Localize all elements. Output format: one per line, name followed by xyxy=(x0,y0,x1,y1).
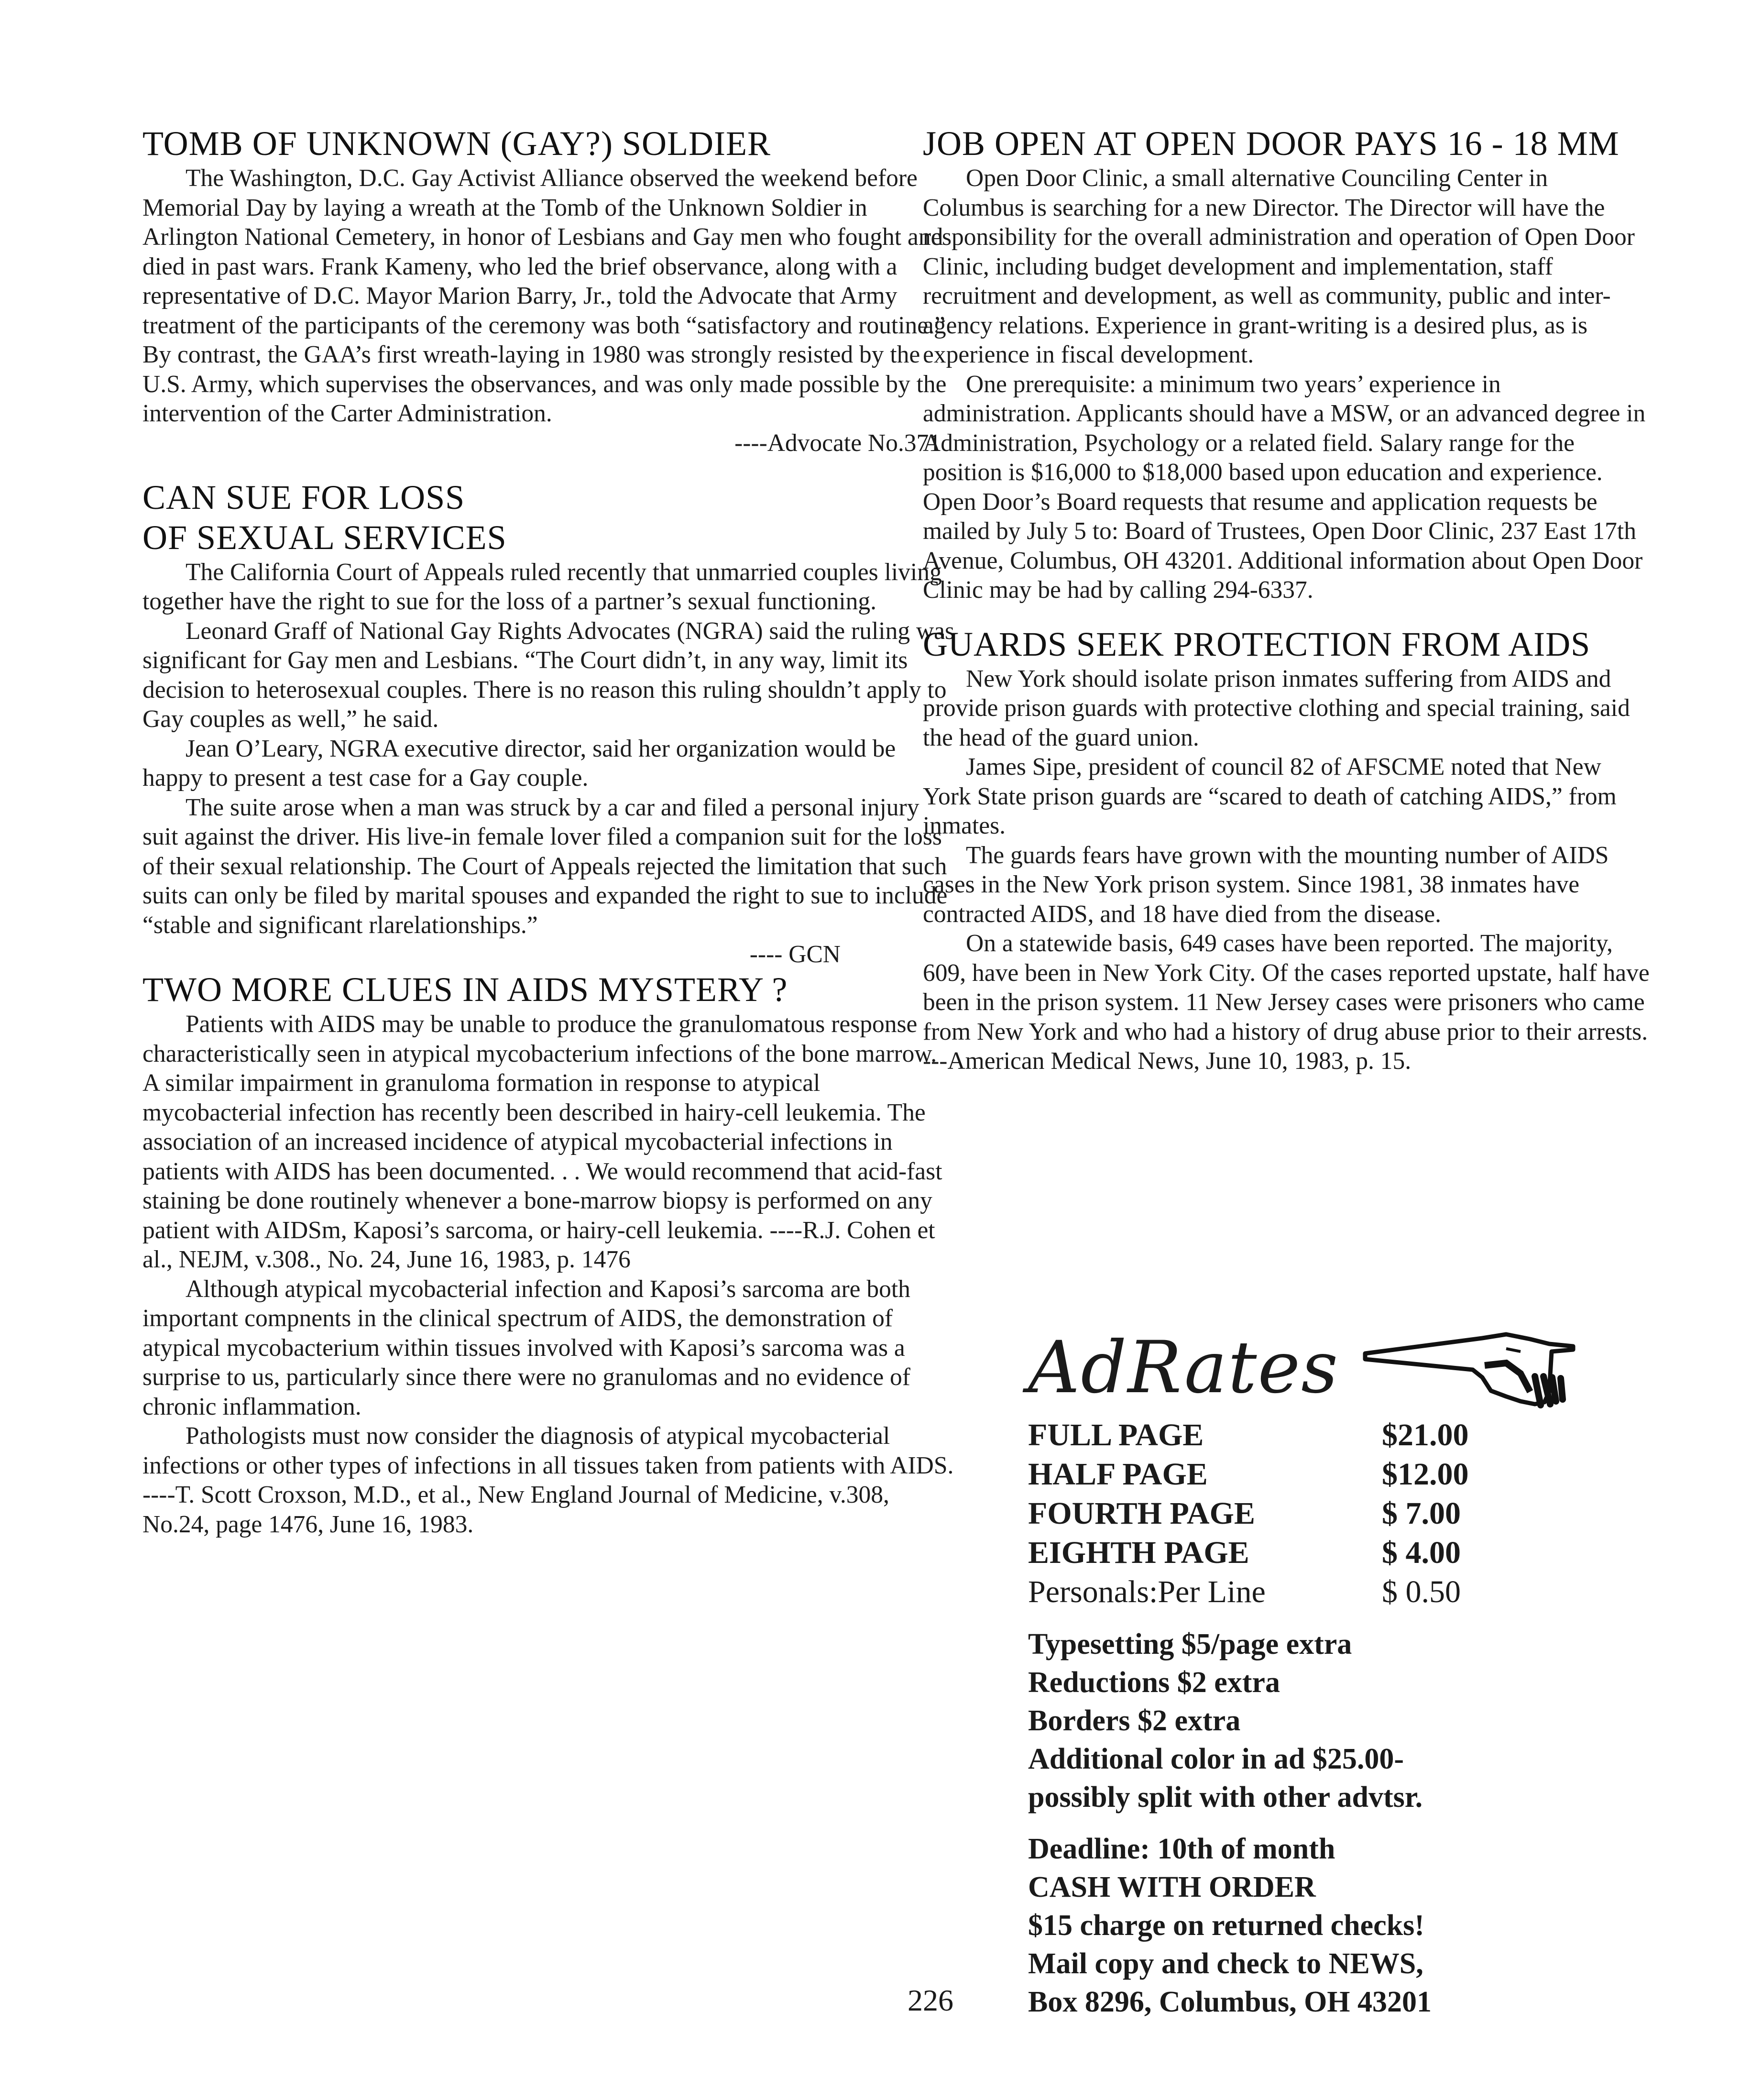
article-source: ---- GCN xyxy=(749,941,841,968)
article-paragraph: Although atypical mycobacterial infection and Kaposi’s sarcoma are both important compnents in the clinical spectrum of AIDS, the demonstration of atypical mycobacterium within tissues involved with Kaposi’s sarcoma was a surprise to us, particularly since there were no granulomas and no evidence of chronic inflammation. xyxy=(142,1275,910,1420)
rate-label: Personals:Per Line xyxy=(1028,1574,1266,1609)
rate-price: $ 0.50 xyxy=(1382,1574,1461,1609)
article-paragraph: Pathologists must now consider the diagnosis of atypical mycobacterial infections or other types of infections in all tissues taken from patients with AIDS. ----T. Scott Croxson, M.D., et al., New England Journal of Medicine, v.308, No.24, page 1476, June 16, 1983. xyxy=(142,1422,954,1538)
rate-row-eighth-page xyxy=(1028,1533,1650,1572)
rate-label: FOURTH PAGE xyxy=(1028,1496,1255,1531)
rate-price: $21.00 xyxy=(1382,1418,1469,1452)
article-job-open-door xyxy=(923,123,1650,605)
rate-row-personals xyxy=(1028,1572,1650,1612)
ad-deadline-line: $15 charge on returned checks! xyxy=(1028,1909,1424,1942)
article-source: ----Advocate No.371 xyxy=(734,429,941,457)
ad-deadline-line: CASH WITH ORDER xyxy=(1028,1871,1316,1903)
ad-deadline-info xyxy=(1028,1830,1650,2021)
rates-table xyxy=(1028,1416,1650,1612)
article-paragraph: The suite arose when a man was struck by a car and filed a personal injury suit against the driver. His live-in female lover filed a companion suit for the loss of their sexual relationship. The Court of Appeals rejected the limitation that such suits can only be filed by marital spouses and expanded the right to sue to include “stable and significant rlarelationships.” xyxy=(142,793,948,939)
article-tomb-unknown-soldier xyxy=(142,123,955,458)
ad-rates-box xyxy=(1028,1320,1650,2021)
rate-label: FULL PAGE xyxy=(1028,1418,1204,1452)
ad-deadline-line: Mail copy and check to NEWS, xyxy=(1028,1947,1423,1980)
pointing-hand-icon xyxy=(1363,1320,1583,1416)
ad-extra-line: Borders $2 extra xyxy=(1028,1704,1241,1737)
article-paragraph: The Washington, D.C. Gay Activist Alliance observed the weekend before Memorial Day by laying a wreath at the Tomb of the Unknown Soldier in Arlington National Cemetery, in honor of Lesbians and Gay men who fought and died in past wars. Frank Kameny, who led the brief observance, along with a representative of D.C. Mayor Marion Barry, Jr., told the Advocate that Army treatment of the participants of the ceremony was both “satisfactory and routine.” By contrast, the GAA’s first wreath-laying in 1980 was strongly resisted by the U.S. Army, which supervises the observances, and was only made possible by the intervention of the Carter Administration. xyxy=(142,165,947,427)
article-source: ---American Medical News, June 10, 1983, p. 15. xyxy=(923,1047,1412,1075)
right-column xyxy=(923,123,1650,1076)
rate-price: $ 7.00 xyxy=(1382,1496,1461,1531)
article-two-more-clues-aids xyxy=(142,969,955,1539)
headline-job-open-door: JOB OPEN AT OPEN DOOR PAYS 16 - 18 MM xyxy=(923,124,1620,163)
rate-row-fourth-page xyxy=(1028,1494,1650,1533)
article-can-sue-for-loss xyxy=(142,477,955,970)
article-paragraph: The guards fears have grown with the mounting number of AIDS cases in the New York prison system. Since 1981, 38 inmates have contracted AIDS, and 18 have died from the disease. xyxy=(923,841,1609,928)
article-paragraph: James Sipe, president of council 82 of AFSCME noted that New York State prison guards are “scared to death of catching AIDS,” from inmates. xyxy=(923,753,1617,839)
article-guards-seek-protection xyxy=(923,624,1650,1077)
ad-extra-line: Additional color in ad $25.00- xyxy=(1028,1743,1404,1775)
page-number: 226 xyxy=(908,1983,953,2017)
rate-label: HALF PAGE xyxy=(1028,1457,1208,1492)
ad-extras xyxy=(1028,1625,1650,1816)
rate-price: $12.00 xyxy=(1382,1457,1469,1492)
ad-extra-line: Typesetting $5/page extra xyxy=(1028,1628,1352,1660)
headline-tomb-unknown-soldier: TOMB OF UNKNOWN (GAY?) SOLDIER xyxy=(142,124,771,163)
article-paragraph: On a statewide basis, 649 cases have been reported. The majority, 609, have been in New York City. Of the cases reported upstate, half have been in the prison system. 11 New Jersey cases were prisoners who came from New York and who had a history of drug abuse prior to their arrests. xyxy=(923,930,1650,1045)
ad-rates-heading: AdRates xyxy=(1028,1326,1339,1409)
ad-rates-title xyxy=(1028,1320,1650,1416)
ad-deadline-line: Deadline: 10th of month xyxy=(1028,1833,1335,1865)
headline-guards-seek-protection: GUARDS SEEK PROTECTION FROM AIDS xyxy=(923,625,1591,663)
rate-row-full-page xyxy=(1028,1416,1650,1455)
headline-can-sue-line-2: OF SEXUAL SERVICES xyxy=(142,518,507,557)
article-paragraph: Jean O’Leary, NGRA executive director, said her organization would be happy to present a test case for a Gay couple. xyxy=(142,735,896,792)
article-paragraph: Open Door’s Board requests that resume and application requests be mailed by July 5 to: Board of Trustees, Open Door Clinic, 237 East 17th Avenue, Columbus, OH 43201. Additional information about Open Door Clinic may be had by calling 294-6337. xyxy=(923,488,1643,604)
ad-extra-line: possibly split with other advtsr. xyxy=(1028,1781,1423,1814)
article-paragraph: Leonard Graff of National Gay Rights Advocates (NGRA) said the ruling was significant for Gay men and Lesbians. “The Court didn’t, in any way, limit its decision to heterosexual couples. There is no reason this ruling shouldn’t apply to Gay couples as well,” he said. xyxy=(142,617,955,733)
ad-deadline-line: Box 8296, Columbus, OH 43201 xyxy=(1028,1986,1432,2018)
headline-can-sue-line-1: CAN SUE FOR LOSS xyxy=(142,478,465,517)
rate-row-half-page xyxy=(1028,1455,1650,1494)
article-paragraph: Open Door Clinic, a small alternative Counciling Center in Columbus is searching for a new Director. The Director will have the responsibility for the overall administration and operation of Open Door Clinic, including budget development and implementation, staff recruitment and development, as well as community, public and inter-agency relations. Experience in grant-writing is a desired plus, as is experience in fiscal development. xyxy=(923,165,1635,368)
article-paragraph: One prerequisite: a minimum two years’ experience in administration. Applicants should have a MSW, or an advanced degree in Administration, Psychology or a related field. Salary range for the position is $16,000 to $18,000 based upon education and experience. xyxy=(923,370,1646,486)
article-paragraph: The California Court of Appeals ruled recently that unmarried couples living together have the right to sue for the loss of a partner’s sexual functioning. xyxy=(142,558,942,615)
ad-extra-line: Reductions $2 extra xyxy=(1028,1666,1280,1699)
rate-price: $ 4.00 xyxy=(1382,1535,1461,1570)
left-column xyxy=(142,123,955,1539)
article-paragraph: New York should isolate prison inmates suffering from AIDS and provide prison guards with protective clothing and special training, said the head of the guard union. xyxy=(923,665,1630,751)
article-paragraph: Patients with AIDS may be unable to produce the granulomatous response characteristically seen in atypical mycobacterium infections of the bone marrow. A similar impairment in granuloma formation in response to atypical mycobacterial infection has recently been described in hairy-cell leukemia. The association of an increased incidence of atypical mycobacterial infections in patients with AIDS has been documented. . . We would recommend that acid-fast staining be done routinely whenever a bone-marrow biopsy is performed on any patient with AIDSm, Kaposi’s sarcoma, or hairy-cell leukemia. ----R.J. Cohen et al., NEJM, v.308., No. 24, June 16, 1983, p. 1476 xyxy=(142,1011,942,1273)
headline-two-more-clues: TWO MORE CLUES IN AIDS MYSTERY ? xyxy=(142,970,788,1009)
rate-label: EIGHTH PAGE xyxy=(1028,1535,1249,1570)
